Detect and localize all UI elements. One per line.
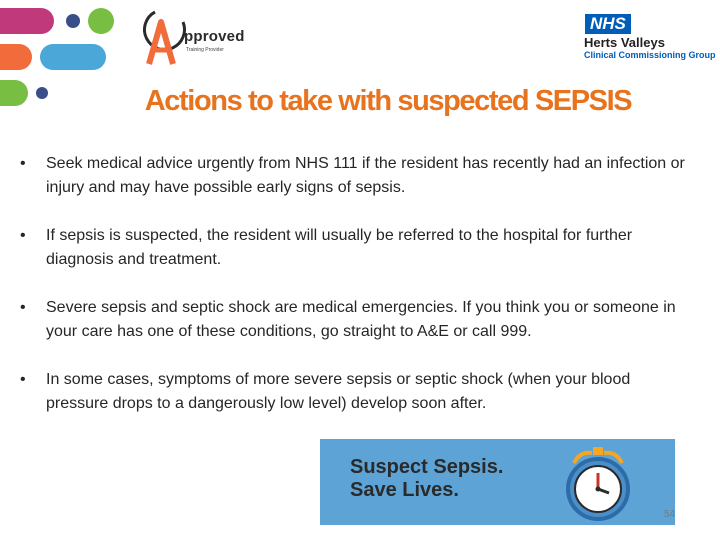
approved-logo-subtitle: Training Provider — [186, 47, 224, 53]
decorative-pill-blue — [40, 44, 106, 70]
bullet-icon: • — [20, 155, 26, 172]
list-item — [20, 368, 690, 416]
page-title: Actions to take with suspected SEPSIS — [144, 85, 632, 117]
list-item — [20, 224, 690, 272]
nhs-org-name: Herts Valleys — [584, 35, 665, 50]
decorative-pill-orange — [0, 44, 32, 70]
bullet-icon: • — [20, 371, 26, 388]
approved-logo-word: pproved — [184, 28, 245, 45]
stopwatch-icon — [558, 441, 638, 525]
decorative-dot-green — [88, 8, 114, 34]
page-number: 54 — [664, 509, 676, 520]
list-item — [20, 296, 690, 344]
banner-line-2: Save Lives. — [350, 479, 459, 501]
list-item — [20, 152, 690, 200]
bullet-icon: • — [20, 299, 26, 316]
bullet-icon: • — [20, 227, 26, 244]
bullet-text: If sepsis is suspected, the resident will usually be referred to the hospital for further diagnosis and treatment. — [46, 227, 633, 268]
bullet-list — [20, 152, 690, 440]
bullet-text: Seek medical advice urgently from NHS 111 if the resident has recently had an infection or injury and may have possible early signs of sepsis. — [46, 155, 685, 196]
decorative-pill-magenta — [0, 8, 54, 34]
nhs-badge: NHS — [585, 14, 631, 34]
banner-text — [350, 456, 503, 502]
bullet-text: Severe sepsis and septic shock are medical emergencies. If you think you or someone in your care has one of these conditions, go straight to A&E or call 999. — [46, 299, 676, 340]
bullet-text: In some cases, symptoms of more severe sepsis or septic shock (when your blood pressure drops to a dangerously low level) develop soon after. — [46, 371, 631, 412]
decorative-dot-navy — [66, 14, 80, 28]
nhs-org-subtitle: Clinical Commissioning Group — [584, 50, 716, 60]
banner-line-1: Suspect Sepsis. — [350, 456, 504, 478]
sepsis-campaign-banner — [320, 439, 675, 525]
